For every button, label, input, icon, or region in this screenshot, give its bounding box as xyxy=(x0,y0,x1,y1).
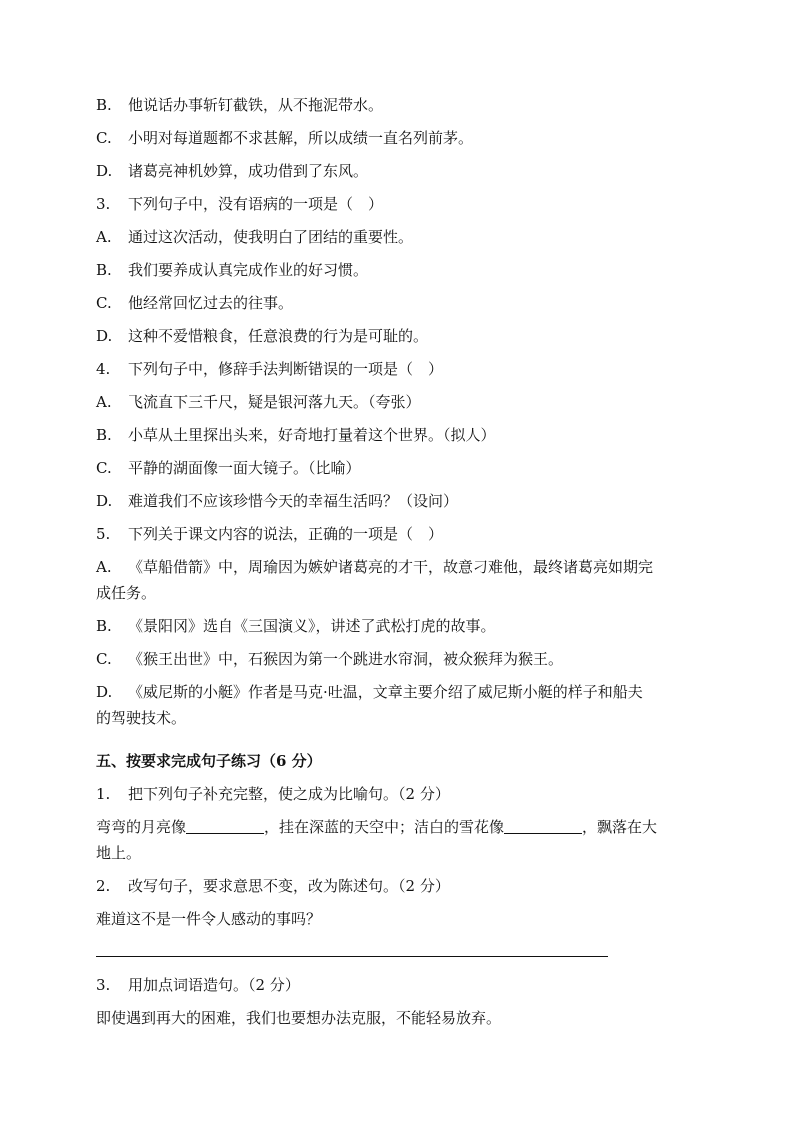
option-label: D. xyxy=(96,162,113,180)
option-label: C. xyxy=(96,294,112,312)
option-c-q2 xyxy=(96,127,696,149)
answer-line[interactable] xyxy=(96,956,608,957)
option-label: B. xyxy=(96,426,112,444)
fill-text-part2: ，挂在深蓝的天空中；洁白的雪花像 xyxy=(264,818,505,836)
option-label: B. xyxy=(96,617,112,635)
option-label: C. xyxy=(96,650,112,668)
option-text: 这种不爱惜粮食，任意浪费的行为是可耻的。 xyxy=(128,327,429,345)
option-text: 诸葛亮神机妙算，成功借到了东风。 xyxy=(128,162,369,180)
option-label: A. xyxy=(96,393,112,411)
option-label: D. xyxy=(96,492,113,510)
option-b-q2 xyxy=(96,94,696,116)
option-text: 飞流直下三千尺，疑是银河落九天。（夸张） xyxy=(128,393,421,411)
section-title: 五、按要求完成句子练习（6 分） xyxy=(96,752,322,770)
question-number: 3. xyxy=(96,976,111,994)
question-number: 2. xyxy=(96,877,111,895)
option-text: 我们要养成认真完成作业的好习惯。 xyxy=(128,261,369,279)
question-5 xyxy=(96,523,696,545)
option-text-line2: 的驾驶技术。 xyxy=(96,709,187,727)
section5-question-2 xyxy=(96,875,696,897)
option-a-q4 xyxy=(96,391,696,413)
option-label: A. xyxy=(96,558,112,576)
option-d-q4 xyxy=(96,490,696,512)
option-text: 小明对每道题都不求甚解，所以成绩一直名列前茅。 xyxy=(128,129,474,147)
option-text-line1: 《威尼斯的小艇》作者是马克·吐温，文章主要介绍了威尼斯小艇的样子和船夫 xyxy=(128,683,643,701)
example-sentence: 即使遇到再大的困难，我们也要想办法克服，不能轻易放弃。 xyxy=(96,1009,502,1027)
option-text: 难道我们不应该珍惜今天的幸福生活吗？（设问） xyxy=(128,492,459,510)
option-text: 小草从土里探出头来，好奇地打量着这个世界。（拟人） xyxy=(128,426,496,444)
fill-blank-2[interactable] xyxy=(504,818,582,834)
option-label: D. xyxy=(96,327,113,345)
option-b-q5 xyxy=(96,615,696,637)
option-d-q2 xyxy=(96,160,696,182)
option-text: 他经常回忆过去的往事。 xyxy=(128,294,294,312)
option-d-q5-continued xyxy=(96,707,696,729)
option-label: C. xyxy=(96,459,112,477)
option-a-q3 xyxy=(96,226,696,248)
question-text: 改写句子，要求意思不变，改为陈述句。（2 分） xyxy=(128,877,450,895)
option-text-line2: 成任务。 xyxy=(96,584,157,602)
option-label: C. xyxy=(96,129,112,147)
option-label: A. xyxy=(96,228,112,246)
option-text: 他说话办事斩钉截铁，从不拖泥带水。 xyxy=(128,96,384,114)
question-number: 4. xyxy=(96,360,111,378)
option-c-q5 xyxy=(96,648,696,670)
option-c-q3 xyxy=(96,292,696,314)
rewrite-sentence: 难道这不是一件令人感动的事吗？ xyxy=(96,910,322,928)
option-a-q5 xyxy=(96,556,696,578)
option-text-line1: 《草船借箭》中，周瑜因为嫉妒诸葛亮的才干，故意刁难他，最终诸葛亮如期完 xyxy=(128,558,654,576)
option-label: B. xyxy=(96,96,112,114)
question-text: 下列句子中，修辞手法判断错误的一项是（ ） xyxy=(128,360,444,378)
option-d-q3 xyxy=(96,325,696,347)
fill-text-line2: 地上。 xyxy=(96,844,142,862)
option-text: 《景阳冈》选自《三国演义》，讲述了武松打虎的故事。 xyxy=(128,617,496,635)
option-text: 平静的湖面像一面大镜子。（比喻） xyxy=(128,459,361,477)
fill-sentence xyxy=(96,816,696,838)
option-c-q4 xyxy=(96,457,696,479)
question-text: 用加点词语造句。（2 分） xyxy=(128,976,300,994)
option-d-q5 xyxy=(96,681,696,703)
option-b-q3 xyxy=(96,259,696,281)
question-number: 5. xyxy=(96,525,111,543)
question-number: 1. xyxy=(96,785,111,803)
question-text: 把下列句子补充完整，使之成为比喻句。（2 分） xyxy=(128,785,450,803)
question-text: 下列关于课文内容的说法，正确的一项是（ ） xyxy=(128,525,444,543)
section5-question-1 xyxy=(96,783,696,805)
fill-text-part1: 弯弯的月亮像 xyxy=(96,818,187,836)
option-text: 通过这次活动，使我明白了团结的重要性。 xyxy=(128,228,414,246)
fill-sentence-continued xyxy=(96,842,696,864)
question-4 xyxy=(96,358,696,380)
question-text: 下列句子中，没有语病的一项是（ ） xyxy=(128,195,384,213)
question-3 xyxy=(96,193,696,215)
fill-blank-1[interactable] xyxy=(186,818,264,834)
option-b-q4 xyxy=(96,424,696,446)
option-label: B. xyxy=(96,261,112,279)
fill-text-part3: ，飘落在大 xyxy=(582,818,658,836)
option-label: D. xyxy=(96,683,113,701)
option-a-q5-continued xyxy=(96,582,696,604)
question-number: 3. xyxy=(96,195,111,213)
option-text: 《猴王出世》中，石猴因为第一个跳进水帘洞，被众猴拜为猴王。 xyxy=(128,650,564,668)
section5-question-3 xyxy=(96,974,696,996)
